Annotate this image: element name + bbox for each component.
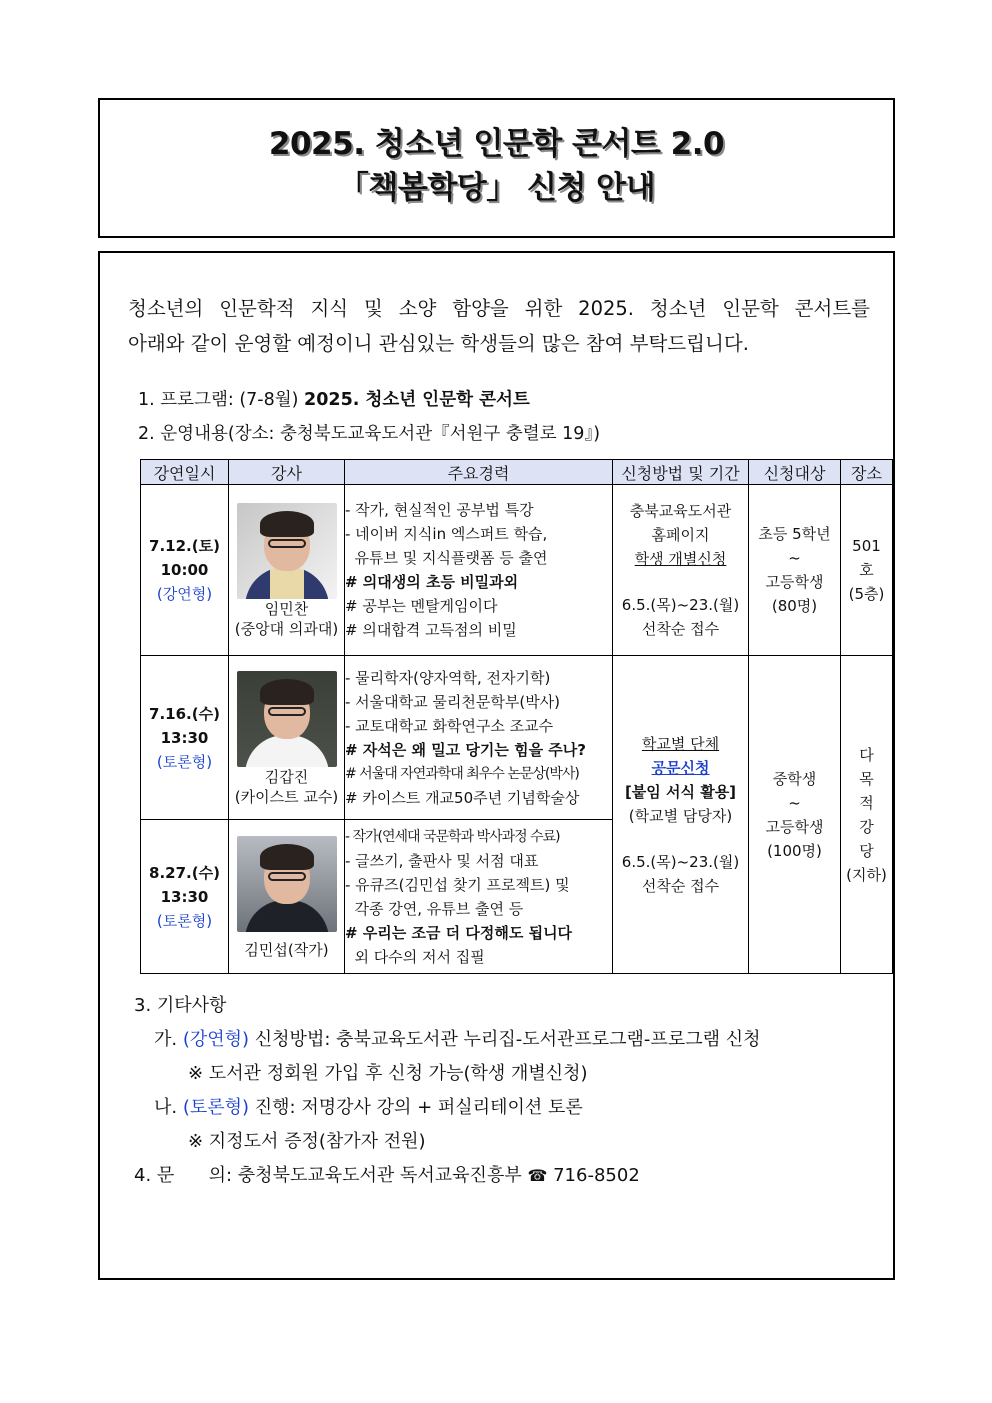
place-line: 당 <box>859 841 874 860</box>
program-item <box>138 387 530 413</box>
career-line: - 글쓰기, 출판사 및 서점 대표 <box>345 851 539 870</box>
note-a-type: (강연형) <box>182 1029 250 1050</box>
note-b-text: 진행: 저명강사 강의 + 퍼실리테이션 토론 <box>249 1097 583 1118</box>
target-line: (100명) <box>767 841 822 860</box>
lecturer-photo <box>237 836 337 932</box>
date: 7.16.(수) <box>149 704 220 723</box>
career-line: - 작가(연세대 국문학과 박사과정 수료) <box>345 828 560 845</box>
target-cell <box>749 485 841 656</box>
lecture-type: (토론형) <box>156 911 213 930</box>
career-line: - 유큐즈(김민섭 찾기 프로젝트) 및 <box>345 875 570 894</box>
note-b-detail: ※ 지정도서 증정(참가자 전원) <box>188 1131 426 1152</box>
lecturer-photo <box>237 671 337 767</box>
lecturer-cell <box>229 656 345 820</box>
target-line: 초등 5학년 <box>758 525 831 543</box>
header-career: 주요경력 <box>345 460 613 485</box>
notes-section <box>134 989 760 1193</box>
target-line: 고등학생 <box>765 573 824 591</box>
career-cell <box>345 485 613 656</box>
career-line: 각종 강연, 유튜브 출연 등 <box>345 899 524 918</box>
place-line: (지하) <box>846 865 887 884</box>
apply-line: 충북교육도서관 <box>629 502 732 520</box>
career-line: 외 다수의 저서 집필 <box>345 947 485 966</box>
table-header-row <box>141 460 893 485</box>
apply-cell <box>613 485 749 656</box>
target-line: ~ <box>788 793 801 812</box>
career-line: - 서울대학교 물리천문학부(박사) <box>345 692 561 711</box>
career-line: # 의대합격 고득점의 비밀 <box>345 621 517 639</box>
time: 13:30 <box>160 887 209 906</box>
target-line: ~ <box>788 549 801 567</box>
career-line: # 자석은 왜 밀고 당기는 힘을 주나? <box>345 740 586 759</box>
note-a-detail: ※ 도서관 정회원 가입 후 신청 가능(학생 개별신청) <box>188 1063 588 1084</box>
place-line: 501 <box>852 537 881 555</box>
date-cell <box>141 485 229 656</box>
apply-contact: (학교별 담당자) <box>628 806 733 825</box>
notes-heading: 3. 기타사항 <box>134 995 227 1016</box>
schedule-table <box>140 459 893 974</box>
note-b-type: (토론형) <box>182 1097 250 1118</box>
apply-period: 6.5.(목)~23.(월) <box>621 852 740 871</box>
career-line: 유튜브 및 지식플랫폼 등 출연 <box>345 549 548 567</box>
career-cell <box>345 656 613 820</box>
apply-form: [붙임 서식 활용] <box>624 782 737 801</box>
header-apply: 신청방법 및 기간 <box>613 460 749 485</box>
title-box <box>98 98 895 238</box>
apply-method: 학생 개별신청 <box>634 550 727 568</box>
place-line: 적 <box>859 793 874 812</box>
target-cell-shared <box>749 656 841 974</box>
intro-paragraph <box>128 291 870 361</box>
place-line: (5층) <box>848 585 885 603</box>
target-line: (80명) <box>771 597 818 615</box>
table-row <box>141 485 893 656</box>
apply-note: 선착순 접수 <box>641 620 720 638</box>
career-line: # 우리는 조금 더 다정해도 됩니다 <box>345 923 573 942</box>
note-a <box>134 1023 760 1057</box>
lecturer-name: 김갑진 <box>264 767 309 786</box>
apply-method: 공문신청 <box>651 758 710 777</box>
place-line: 목 <box>859 769 874 788</box>
career-line: # 카이스트 개교50주년 기념학술상 <box>345 788 580 807</box>
contact-line <box>134 1159 760 1193</box>
note-a-prefix: 가. <box>154 1029 183 1050</box>
career-line: - 교토대학교 화학연구소 조교수 <box>345 716 554 735</box>
lecturer-photo <box>237 503 337 599</box>
content-item: 2. 운영내용(장소: 충청북도교육도서관『서원구 충렬로 19』) <box>138 424 601 444</box>
header-place: 장소 <box>841 460 893 485</box>
phone-icon: ☎ <box>527 1166 548 1185</box>
target-line: 중학생 <box>772 769 817 788</box>
program-name: 2025. 청소년 인문학 콘서트 <box>304 390 530 410</box>
contact-label: 4. 문 의: 충청북도교육도서관 독서교육진흥부 <box>134 1165 528 1186</box>
lecturer-affiliation: (중앙대 의과대) <box>234 620 339 638</box>
lecturer-affiliation: (카이스트 교수) <box>234 787 339 806</box>
lecture-type: (토론형) <box>156 752 213 771</box>
career-cell <box>345 820 613 974</box>
intro-line-1: 청소년의 인문학적 지식 및 소양 함양을 위한 2025. 청소년 인문학 콘서트를 <box>128 297 870 320</box>
date: 7.12.(토) <box>149 537 220 555</box>
time: 10:00 <box>160 561 209 579</box>
note-a-text: 신청방법: 충북교육도서관 누리집-도서관프로그램-프로그램 신청 <box>249 1029 761 1050</box>
career-line: - 물리학자(양자역학, 전자기학) <box>345 668 551 687</box>
doc-title: 2025. 청소년 인문학 콘서트 2.0 <box>268 126 725 162</box>
program-label: 1. 프로그램: (7-8월) <box>138 390 305 410</box>
time: 13:30 <box>160 728 209 747</box>
place-line: 강 <box>859 817 874 836</box>
date-cell <box>141 656 229 820</box>
header-date: 강연일시 <box>141 460 229 485</box>
place-cell-shared <box>841 656 893 974</box>
lecturer-cell <box>229 485 345 656</box>
career-line: # 공부는 멘탈게임이다 <box>345 597 498 615</box>
table-row <box>141 656 893 820</box>
main-content-box <box>98 251 895 1280</box>
lecture-type: (강연형) <box>156 585 213 603</box>
career-line: - 네이버 지식in 엑스퍼트 학습, <box>345 525 548 543</box>
apply-note: 선착순 접수 <box>641 876 720 895</box>
date-cell <box>141 820 229 974</box>
date: 8.27.(수) <box>149 863 220 882</box>
apply-line: 홈페이지 <box>651 526 710 544</box>
apply-cell-shared <box>613 656 749 974</box>
career-line: # 서울대 자연과학대 최우수 논문상(박사) <box>345 765 579 782</box>
note-b-prefix: 나. <box>154 1097 183 1118</box>
place-line: 다 <box>859 745 874 764</box>
place-line: 호 <box>859 561 874 579</box>
note-b <box>134 1091 760 1125</box>
apply-period: 6.5.(목)~23.(월) <box>621 596 740 614</box>
header-target: 신청대상 <box>749 460 841 485</box>
career-line: - 작가, 현실적인 공부법 특강 <box>345 501 534 519</box>
place-cell <box>841 485 893 656</box>
lecturer-cell <box>229 820 345 974</box>
intro-line-2: 아래와 같이 운영할 예정이니 관심있는 학생들의 많은 참여 부탁드립니다. <box>128 332 749 355</box>
lecturer-name: 김민섭(작가) <box>244 940 329 959</box>
career-line: # 의대생의 초등 비밀과외 <box>345 573 519 591</box>
lecturer-name: 임민찬 <box>264 600 309 618</box>
header-lecturer: 강사 <box>229 460 345 485</box>
doc-subtitle: 「책봄학당」 신청 안내 <box>337 170 656 206</box>
target-line: 고등학생 <box>765 817 824 836</box>
contact-phone: 716-8502 <box>553 1165 640 1186</box>
apply-line: 학교별 단체 <box>641 734 720 753</box>
